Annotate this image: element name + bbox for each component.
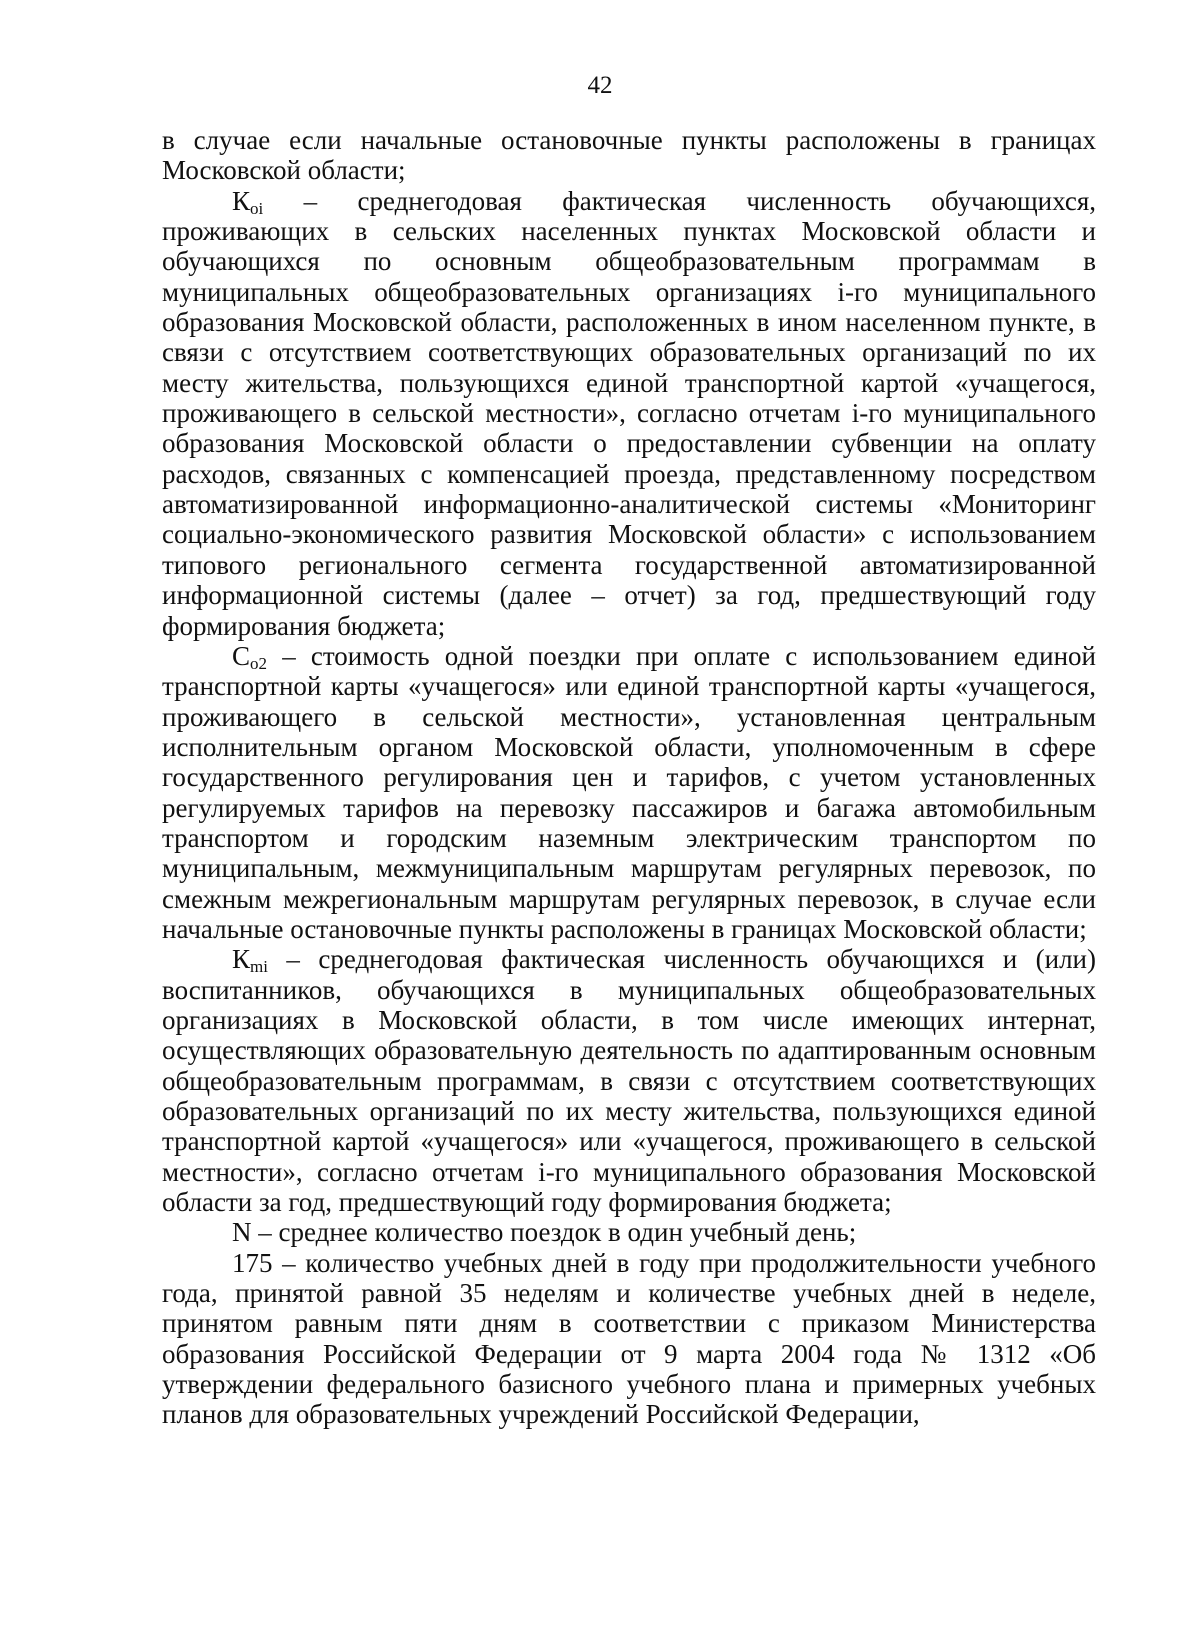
formula-symbol: С bbox=[232, 640, 251, 671]
paragraph-text: – стоимость одной поездки при оплате с использованием единой транспортной карты «учащегося» или единой транспортной карты «учащегося, проживающего в сельской местности», установленная центральным исполнительным органом Московской области, уполномоченным в сфере государственного регулирования цен и тарифов, с учетом установленных регулируемых тарифов на перевозку пассажиров и багажа автомобильным транспортом и городским наземным электрическим транспортом по муниципальным, межмуниципальным маршрутам регулярных перевозок, по смежным межрегиональным маршрутам регулярных перевозок, в случае если начальные остановочные пункты расположены в границах Московской области; bbox=[162, 640, 1096, 944]
formula-subscript: o2 bbox=[250, 653, 268, 673]
formula-subscript: oi bbox=[250, 198, 264, 218]
paragraph-175-definition bbox=[162, 1248, 1096, 1430]
document-body bbox=[162, 125, 1096, 1430]
formula-subscript: mi bbox=[250, 957, 268, 977]
paragraph-text: N – среднее количество поездок в один учебный день; bbox=[232, 1217, 857, 1248]
paragraph-text: в случае если начальные остановочные пункты расположены в границах Московской области; bbox=[162, 125, 1096, 186]
paragraph-n-definition bbox=[162, 1217, 1096, 1247]
formula-symbol: К bbox=[232, 944, 251, 975]
paragraph-kmi-definition bbox=[162, 944, 1096, 1217]
paragraph-co2-definition bbox=[162, 641, 1096, 944]
paragraph-text: – среднегодовая фактическая численность обучающихся, проживающих в сельских населенных пунктах Московской области и обучающихся по основным общеобразовательным программам в муниципальных общеобразовательных организациях i-го муниципального образования Московской области, расположенных в ином населенном пункте, в связи с отсутствием соответствующих образовательных организаций по их месту жительства, пользующихся единой транспортной картой «учащегося, проживающего в сельской местности», согласно отчетам i-го муниципального образования Московской области о предоставлении субвенции на оплату расходов, связанных с компенсацией проезда, представленному посредством автоматизированной информационно-аналитической системы «Мониторинг социально-экономического развития Московской области» с использованием типового регионального сегмента государственной автоматизированной информационной системы (далее – отчет) за год, предшествующий году формирования бюджета; bbox=[162, 185, 1096, 641]
paragraph-text: – среднегодовая фактическая численность обучающихся и (или) воспитанников, обучающихся в муниципальных общеобразовательных организациях в Московской области, в том числе имеющих интернат, осуществляющих образовательную деятельность по адаптированным основным общеобразовательным программам, в связи с отсутствием соответствующих образовательных организаций по их месту жительства, пользующихся единой транспортной картой «учащегося» или «учащегося, проживающего в сельской местности», согласно отчетам i-го муниципального образования Московской области за год, предшествующий году формирования бюджета; bbox=[162, 944, 1096, 1218]
paragraph-koi-definition bbox=[162, 186, 1096, 641]
paragraph-continuation bbox=[162, 125, 1096, 186]
formula-symbol: К bbox=[232, 185, 251, 216]
paragraph-text: 175 – количество учебных дней в году при продолжительности учебного года, принятой равной 35 неделям и количестве учебных дней в неделе, принятом равным пяти дням в соответствии с приказом Министерства образования Российской Федерации от 9 марта 2004 года № 1312 «Об утверждении федерального базисного учебного плана и примерных учебных планов для образовательных учреждений Российской Федерации, bbox=[162, 1247, 1096, 1430]
page-number: 42 bbox=[587, 72, 613, 99]
